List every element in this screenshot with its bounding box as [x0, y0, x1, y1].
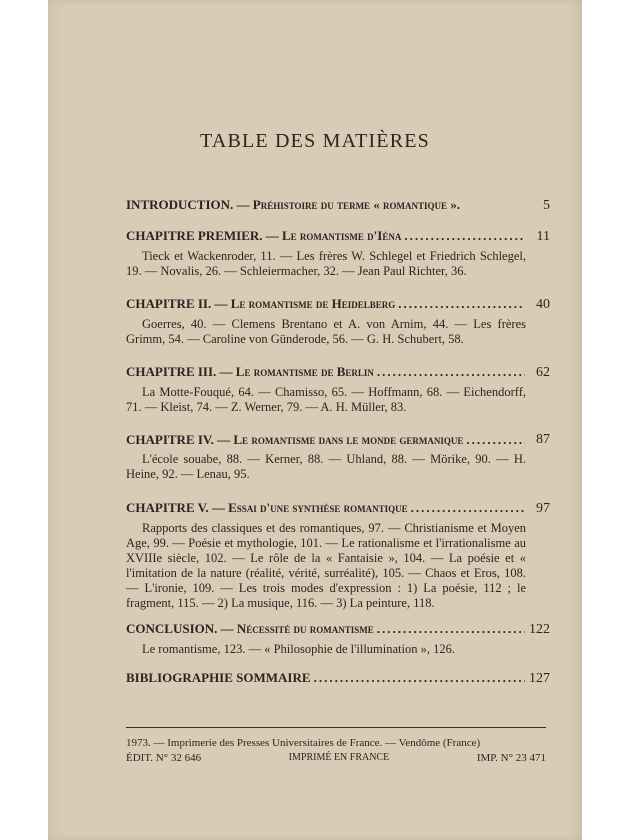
- toc-entry-introduction: [126, 197, 550, 214]
- colophon: [126, 737, 546, 764]
- toc-entry-label: BIBLIOGRAPHIE SOMMAIRE: [126, 670, 311, 685]
- page-title: TABLE DES MATIÈRES: [200, 130, 430, 152]
- toc-entry-chapitre-ii: [126, 296, 550, 347]
- toc-entry-page: 5: [543, 198, 550, 213]
- toc-entry-label: CHAPITRE IV. — Le romantisme dans le monde germanique: [126, 432, 464, 447]
- colophon-impression: IMP. N° 23 471: [476, 752, 546, 764]
- toc-entry-contents: Goerres, 40. — Clemens Brentano et A. von Arnim, 44. — Les frères Grimm, 54. — Caroline von Günderode, 56. — G. H. Schubert, 58.: [126, 317, 526, 346]
- toc-entry-page: 97: [536, 501, 550, 516]
- toc-entry-page: 11: [536, 229, 550, 244]
- toc-entry-label: CONCLUSION. — Nécessité du romantisme: [126, 621, 374, 636]
- toc-entry-label: CHAPITRE V. — Essai d'une synthèse romantique: [126, 500, 408, 515]
- toc-entry-conclusion: [126, 621, 550, 657]
- toc-entry-chapitre-iv: [126, 432, 550, 482]
- toc-entry-page: 62: [536, 365, 550, 380]
- toc-entry-label: CHAPITRE III. — Le romantisme de Berlin: [126, 364, 374, 379]
- colophon-divider: [126, 727, 546, 728]
- toc-entry-chapitre-iii: [126, 364, 550, 415]
- toc-entry-page: 122: [529, 622, 550, 637]
- toc-entry-chapitre-v: [126, 500, 550, 611]
- toc-entry-contents: Rapports des classiques et des romantiques, 97. — Christianisme et Moyen Age, 99. — Poésie et mythologie, 101. — Le rationalisme et l'irrationalisme au XVIIIe siècle, 102. — Le rôle de la « Fantaisie », 104. — La poésie et « l'imitation de la nature (réalité, vérité, surréalité), 105. — Chaos et Eros, 108. — L'ironie, 109. — Les trois modes d'expression : 1) La poésie, 112 ; le fragment, 115. — 2) La musique, 116. — 3) La peinture, 118.: [126, 521, 526, 610]
- colophon-edition: ÉDIT. N° 32 646: [126, 752, 202, 764]
- toc-entry-contents: L'école souabe, 88. — Kerner, 88. — Uhland, 88. — Mörike, 90. — H. Heine, 92. — Lenau, 95.: [126, 452, 526, 481]
- toc-entry-contents: La Motte-Fouqué, 64. — Chamisso, 65. — Hoffmann, 68. — Eichendorff, 71. — Kleist, 74. — Z. Werner, 79. — A. H. Müller, 83.: [126, 385, 526, 414]
- toc-entry-page: 40: [536, 297, 550, 312]
- toc-entry-bibliographie: [126, 670, 550, 687]
- toc-entry-chapitre-premier: [126, 228, 550, 279]
- toc-entry-page: 127: [529, 671, 550, 686]
- toc-entry-contents: Le romantisme, 123. — « Philosophie de l'illumination », 126.: [142, 642, 455, 656]
- colophon-printer: 1973. — Imprimerie des Presses Universitaires de France. — Vendôme (France): [126, 737, 481, 749]
- toc-entry-page: 87: [536, 432, 550, 447]
- book-page: [48, 0, 582, 840]
- toc-entry-label: INTRODUCTION. — Préhistoire du terme « romantique ».: [126, 197, 461, 212]
- colophon-imprime: IMPRIMÉ EN FRANCE: [288, 752, 390, 763]
- toc-entry-contents: Tieck et Wackenroder, 11. — Les frères W. Schlegel et Friedrich Schlegel, 19. — Novalis, 26. — Schleiermacher, 32. — Jean Paul Richter, 36.: [126, 249, 526, 278]
- toc-entry-label: CHAPITRE II. — Le romantisme de Heidelberg: [126, 296, 396, 311]
- toc-entry-label: CHAPITRE PREMIER. — Le romantisme d'Iéna: [126, 228, 402, 243]
